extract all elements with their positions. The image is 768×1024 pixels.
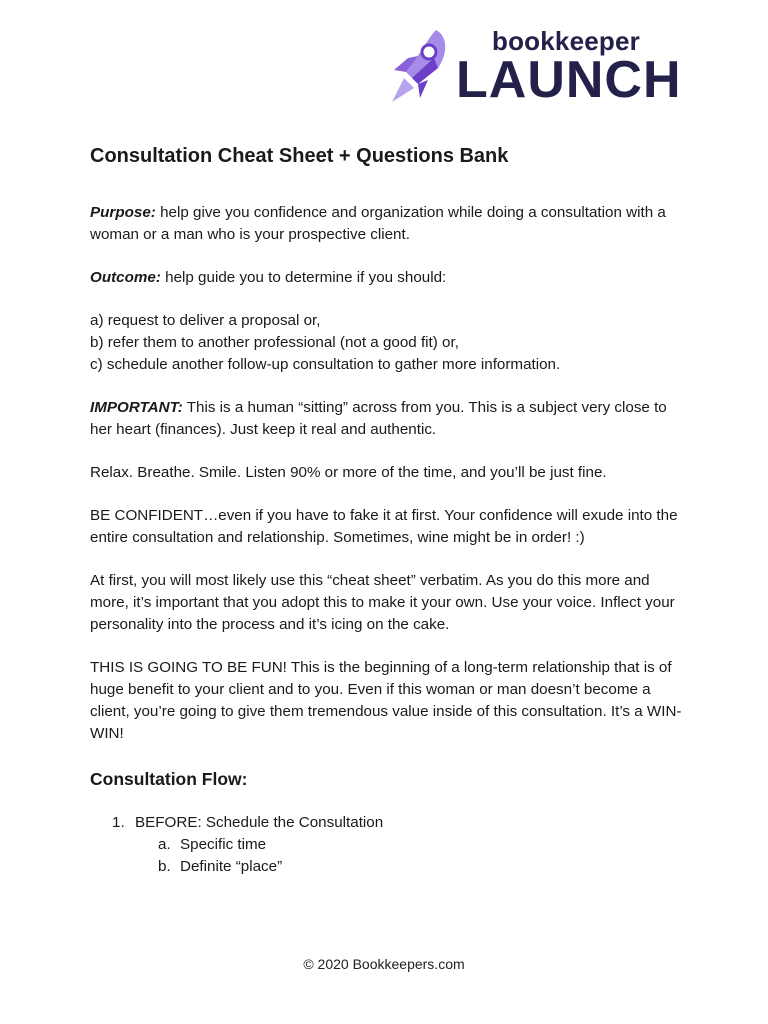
flow-sublist [135, 834, 690, 878]
purpose-label: Purpose: [90, 204, 156, 221]
brand-logo [388, 26, 688, 109]
fun-paragraph: THIS IS GOING TO BE FUN! This is the beginning of a long-term relationship that is of huge benefit to your client and to you. Even if this woman or man doesn’t become a client, you’re going to give them tremendous value inside of this consultation. It’s a WIN-WIN! [90, 659, 682, 742]
important-paragraph [90, 397, 690, 441]
flow-subitem-letter: a. [158, 836, 171, 853]
important-text: This is a human “sitting” across from you. This is a subject very close to her heart (finances). Just keep it real and authentic. [90, 399, 667, 438]
outcome-options [90, 310, 690, 376]
footer-copyright: © 2020 Bookkeepers.com [303, 956, 465, 972]
flow-subitem-text: Definite “place” [180, 858, 283, 875]
flow-subitem [90, 834, 690, 856]
rocket-icon [388, 28, 450, 106]
flow-subitem-text: Specific time [180, 836, 267, 853]
option-b: b) refer them to another professional (not a good fit) or, [90, 334, 459, 351]
logo-text-launch: LAUNCH [456, 51, 682, 109]
flow-item-number: 1. [112, 814, 125, 831]
option-c: c) schedule another follow-up consultation to gather more information. [90, 356, 561, 373]
important-label: IMPORTANT: [90, 399, 183, 416]
flow-subitem [90, 856, 690, 878]
page-title: Consultation Cheat Sheet + Questions Bank [90, 145, 509, 167]
outcome-paragraph [90, 267, 690, 289]
outcome-label: Outcome: [90, 269, 161, 286]
confident-paragraph: BE CONFIDENT…even if you have to fake it at first. Your confidence will exude into the entire consultation and relationship. Sometimes, wine might be in order! :) [90, 507, 678, 546]
purpose-text: help give you confidence and organization while doing a consultation with a woman or a man who is your prospective client. [90, 204, 666, 243]
flow-subitem-letter: b. [158, 858, 171, 875]
relax-paragraph: Relax. Breathe. Smile. Listen 90% or more of the time, and you’ll be just fine. [90, 464, 607, 481]
outcome-text: help guide you to determine if you should: [165, 269, 447, 286]
flow-list [90, 812, 690, 878]
flow-heading: Consultation Flow: [90, 769, 248, 789]
cheat-sheet-paragraph: At first, you will most likely use this “cheat sheet” verbatim. As you do this more and more, it’s important that you adopt this to make it your own. Use your voice. Inflect your personality into the process and it’s icing on the cake. [90, 572, 675, 633]
flow-item-text: BEFORE: Schedule the Consultation [135, 814, 384, 831]
flow-item [90, 812, 690, 878]
purpose-paragraph [90, 202, 690, 246]
option-a: a) request to deliver a proposal or, [90, 312, 321, 329]
document-body [90, 142, 690, 878]
logo-text-bookkeeper: bookkeeper [492, 26, 640, 56]
